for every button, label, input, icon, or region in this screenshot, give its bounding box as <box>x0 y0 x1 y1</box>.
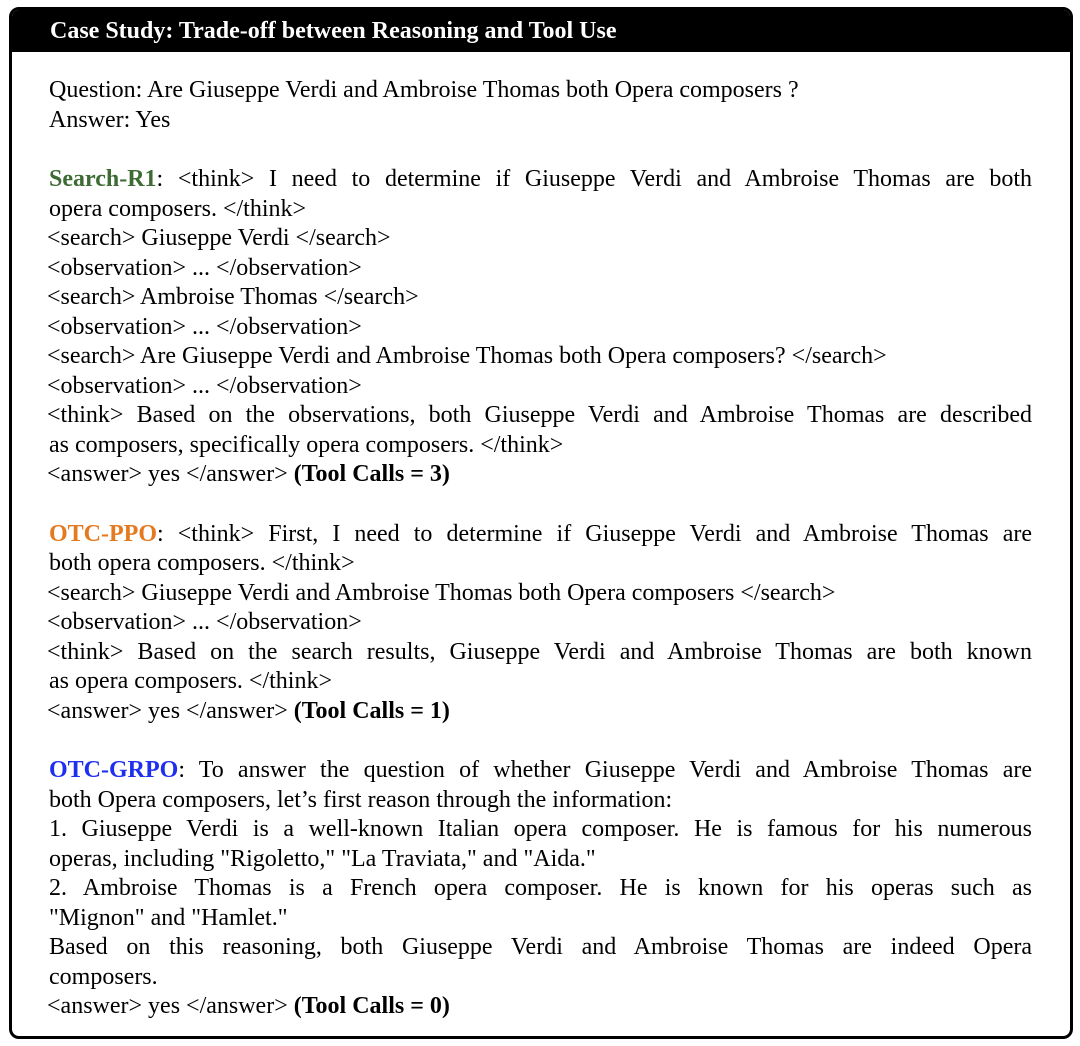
otc-grpo-line: composers. <box>49 963 158 990</box>
case-study-title: Case Study: Trade-off between Reasoning and Tool Use <box>12 10 1070 52</box>
search-r1-line: <observation> ... </observation> <box>47 372 362 399</box>
search-r1-answer: <answer> yes </answer> <box>47 461 294 487</box>
search-r1-line: <think> Based on the observations, both Giuseppe Verdi and Ambroise Thomas are described <box>47 402 1032 428</box>
case-study-box <box>9 7 1073 1039</box>
otc-grpo-line: "Mignon" and "Hamlet." <box>49 904 288 931</box>
search-r1-line: as composers, specifically opera composers. </think> <box>49 431 564 458</box>
search-r1-line: opera composers. </think> <box>49 195 307 222</box>
case-study-content <box>12 52 1070 1022</box>
otc-grpo-section <box>49 756 1032 1022</box>
otc-grpo-label: OTC-GRPO <box>49 757 179 783</box>
search-r1-label: Search-R1 <box>49 166 157 192</box>
search-r1-line: <search> Ambroise Thomas </search> <box>47 284 419 310</box>
otc-grpo-line: both Opera composers, let’s first reason through the information: <box>49 786 673 813</box>
search-r1-line: <observation> ... </observation> <box>47 313 362 340</box>
otc-ppo-label: OTC-PPO <box>49 520 157 547</box>
search-r1-line: <search> Are Giuseppe Verdi and Ambroise Thomas both Opera composers? </search> <box>47 343 887 369</box>
otc-grpo-line: Based on this reasoning, both Giuseppe Verdi and Ambroise Thomas are indeed Opera <box>49 934 1032 960</box>
otc-ppo-section <box>49 520 1032 727</box>
otc-grpo-line: 1. Giuseppe Verdi is a well-known Italian opera composer. He is famous for his numerous <box>49 816 1032 842</box>
otc-ppo-line: <think> Based on the search results, Giuseppe Verdi and Ambroise Thomas are both known <box>47 638 1032 665</box>
otc-ppo-line: <search> Giuseppe Verdi and Ambroise Thomas both Opera composers </search> <box>47 579 836 606</box>
search-r1-line: <observation> ... </observation> <box>47 254 362 281</box>
answer-line: Answer: Yes <box>49 106 171 133</box>
otc-grpo-line: 2. Ambroise Thomas is a French opera composer. He is known for his operas such as <box>49 875 1032 901</box>
otc-ppo-first-line-text: : <think> First, I need to determine if Giuseppe Verdi and Ambroise Thomas are <box>157 520 1032 547</box>
otc-grpo-answer: <answer> yes </answer> <box>47 993 294 1019</box>
search-r1-first-line <box>49 165 1032 195</box>
search-r1-section <box>49 165 1032 490</box>
otc-ppo-line: <observation> ... </observation> <box>47 609 362 635</box>
otc-ppo-answer-line <box>47 697 1032 727</box>
otc-ppo-answer: <answer> yes </answer> <box>47 697 294 724</box>
otc-grpo-first-line-text: : To answer the question of whether Giuseppe Verdi and Ambroise Thomas are <box>178 757 1032 783</box>
otc-ppo-line: as opera composers. </think> <box>49 668 333 694</box>
otc-ppo-first-line <box>49 520 1032 550</box>
question-line: Question: Are Giuseppe Verdi and Ambroise Thomas both Opera composers ? <box>49 77 799 103</box>
search-r1-line: <search> Giuseppe Verdi </search> <box>47 225 391 251</box>
search-r1-tool-calls: (Tool Calls = 3) <box>293 461 450 487</box>
otc-grpo-line: operas, including "Rigoletto," "La Traviata," and "Aida." <box>49 845 596 872</box>
search-r1-answer-line <box>47 460 1032 490</box>
otc-ppo-tool-calls: (Tool Calls = 1) <box>293 697 450 724</box>
search-r1-first-line-text: : <think> I need to determine if Giuseppe Verdi and Ambroise Thomas are both <box>156 166 1032 192</box>
otc-ppo-line: both opera composers. </think> <box>49 550 355 576</box>
otc-grpo-tool-calls: (Tool Calls = 0) <box>293 993 450 1019</box>
otc-grpo-answer-line <box>47 992 1032 1022</box>
otc-grpo-first-line <box>49 756 1032 786</box>
